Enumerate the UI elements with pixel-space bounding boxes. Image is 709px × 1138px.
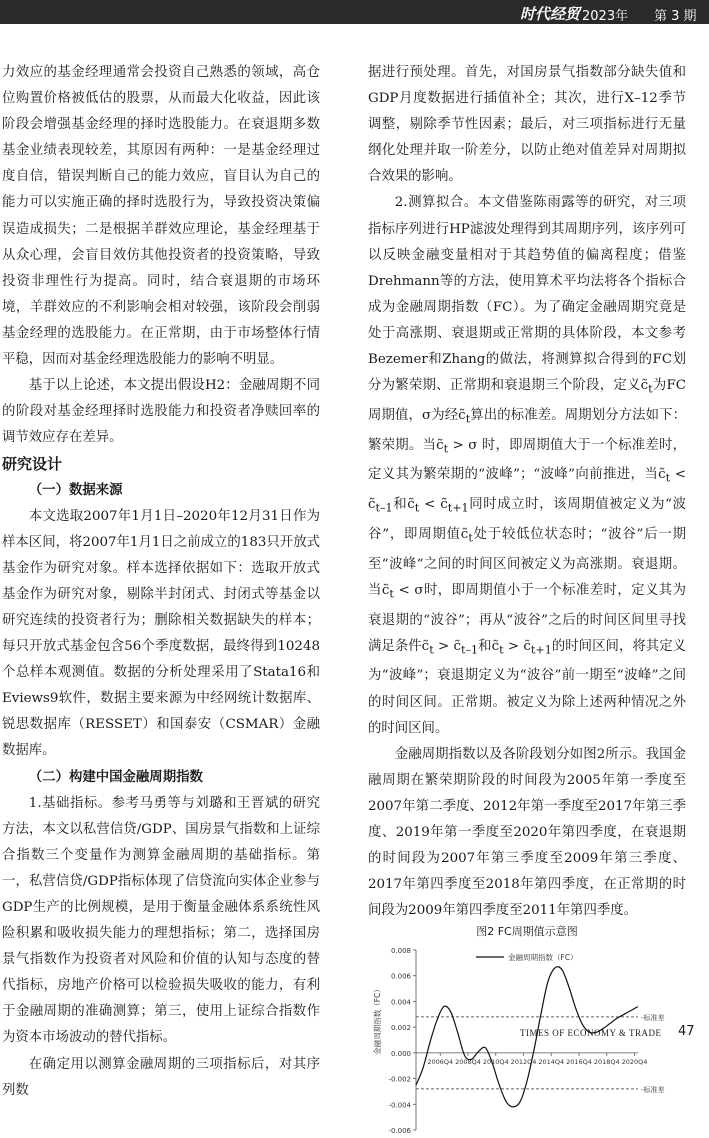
text: > c̃ — [503, 638, 531, 654]
subscript: t — [443, 442, 449, 456]
x-tick-label: 2008Q4 — [455, 1058, 481, 1067]
std-label: -标准差 — [641, 1086, 665, 1095]
paragraph: 在确定用以测算金融周期的三项指标后，对其序列数 — [2, 1056, 320, 1098]
x-tick-label: 2010Q4 — [482, 1058, 509, 1067]
y-tick-label: -0.002 — [388, 1075, 411, 1084]
paragraph: 据进行预处理。首先，对国房景气指数部分缺失值和GDP月度数据进行插值补全；其次，进行X–12季节调整，剔除季节性因素；最后，对三项指标进行无量纲化处理并取一阶差分，以防止绝对值差异对周期拟合效果的影响。 — [368, 65, 686, 185]
section-heading: 研究设计 — [2, 455, 63, 474]
text: 和c̃ — [392, 497, 415, 513]
paragraph-cycle-method — [368, 190, 686, 741]
std-label: -标准差 — [641, 1014, 665, 1023]
x-tick-label: 2016Q4 — [566, 1058, 592, 1067]
subscript: t — [468, 531, 473, 545]
subsection-heading: （一）数据来源 — [28, 482, 123, 498]
text: < c̃ — [368, 467, 686, 513]
figure-title: 图2 FC周期值示意图 — [476, 925, 578, 939]
subscript: t — [389, 587, 394, 601]
fc-cycle-chart — [368, 940, 678, 1138]
subscript: t — [648, 382, 653, 396]
journal-logo: 时代经贸 — [520, 5, 581, 23]
subscript: t — [499, 643, 504, 657]
text: < σ时，即周期值小于一个标准差时，定义其为衰退期的“波谷”；再从“波谷”之后的时间区间里寻找满足条件c̃ — [368, 582, 687, 654]
page-number: 47 — [678, 1024, 695, 1039]
paragraph: 1.基础指标。参考马勇等与刘璐和王晋斌的研究方法，本文以私营信贷/GDP、国房景气指数和上证综合指数三个变量作为测算金融周期的基础指标。第一，私营信贷/GDP指标体现了信贷流向实体企业参与GDP生产的比例规模，是用于衡量金融体系系统性风险积累和吸收损失能力的理想指标；第二，选择国房景气指数作为投资者对风险和价值的认知与态度的替代指标，房地产价格可以检验损失吸收的能力，有利于金融周期的准确测算；第三，使用上证综合指数作为资本市场波动的替代指标。 — [2, 795, 320, 1046]
subscript: t — [465, 412, 471, 426]
text: > c̃ — [433, 638, 461, 654]
text: > σ 时，即周期值大于一个标准差时，定义其为繁荣期的“波峰”；“波峰”向前推进，当c̃ — [368, 437, 686, 483]
y-tick-label: -0.004 — [388, 1101, 411, 1110]
y-tick-label: -0.006 — [388, 1127, 411, 1136]
y-tick-label: 0.008 — [390, 947, 411, 956]
x-tick-label: 2018Q4 — [593, 1058, 620, 1067]
paragraph: 力效应的基金经理通常会投资自己熟悉的领域，高仓位购置价格被低估的股票，从而最大化收益，因此该阶段会增强基金经理的择时选股能力。在衰退期多数基金业绩表现较差，其原因有两种：一是基金经理过度自信，错误判断自己的能力效应，盲目认为自己的能力可以实施正确的择时选股行为，导致投资决策偏误造成损失；二是根据羊群效应理论，基金经理基于从众心理，会盲目效仿其他投资者的投资策略，导致投资非理性行为提高。同时，结合衰退期的市场环境，羊群效应的不利影响会相对较强，该阶段会削弱基金经理的选股能力。在正常期，由于市场整体行情平稳，因而对基金经理选股能力的影响不明显。 — [2, 65, 320, 368]
y-axis-label: 金融周期指数（FC） — [373, 985, 382, 1056]
y-tick-label: 0.006 — [390, 973, 411, 982]
right-column — [368, 60, 686, 1138]
y-tick-label: 0.002 — [390, 1024, 411, 1033]
text: 算出的标准差。周期划分方法如下：繁荣期。当c̃ — [368, 407, 687, 453]
subscript: t — [414, 501, 420, 515]
text: 的时间区间，将其定义为“波峰”；衰退期定义为“波谷”前一期至“波峰”之间的时间区间。正常期。被定义为除上述两种情况之外的时间区间。 — [368, 638, 687, 736]
footer-journal-name: TIMES OF ECONOMY & TRADE — [520, 1028, 662, 1038]
text: 同时成立时，该周期值被定义为“波谷”，即周期值c̃ — [368, 497, 687, 542]
x-tick-label: 2014Q4 — [538, 1058, 565, 1067]
subscript: t — [665, 472, 671, 486]
issue-number: 第 3 期 — [654, 9, 697, 24]
paragraph: 金融周期指数以及各阶段划分如图2所示。我国金融周期在繁荣期阶段的时间段为2005年第一季度至2007年第二季度、2012年第一季度至2017年第三季度、2019年第一季度至2020年第四季度，在衰退期的时间段为2007年第三季度至2009年第三季度、2017年第四季度至2018年第四季度，在正常期的时间段为2009年第四季度至2011年第四季度。 — [368, 746, 686, 919]
left-column — [2, 60, 320, 1104]
issue-year: 2023年 — [582, 9, 629, 24]
subscript: t–1 — [460, 643, 479, 657]
subscript: t — [429, 643, 434, 657]
subscript: t+1 — [447, 501, 469, 515]
x-tick-label: 2006Q4 — [427, 1058, 454, 1067]
subscript: t+1 — [530, 643, 552, 657]
text: 和c̃ — [478, 638, 500, 654]
page-header — [0, 0, 709, 24]
paragraph: 基于以上论述，本文提出假设H2：金融周期不同的阶段对基金经理择时选股能力和投资者净赎回率的调节效应存在差异。 — [2, 378, 320, 446]
x-tick-label: 2012Q4 — [510, 1058, 537, 1067]
subsection-heading: （二）构建中国金融周期指数 — [28, 769, 203, 785]
legend-label: 金融周期指数（FC） — [508, 953, 578, 963]
text: < c̃ — [419, 497, 448, 513]
text: 处于较低位状态时；“波谷”后一期至“波峰”之间的时间区间被定义为高涨期。衰退期。当c̃ — [368, 526, 686, 598]
y-tick-label: 0.000 — [390, 1050, 411, 1059]
x-tick-label: 2020Q4 — [621, 1058, 648, 1067]
y-tick-label: 0.004 — [390, 998, 411, 1007]
paragraph: 本文选取2007年1月1日–2020年12月31日作为样本区间，将2007年1月1日之前成立的183只开放式基金作为研究对象。样本选择依据如下：选取开放式基金作为研究对象，剔除半封闭式、封闭式等基金以研究连续的投资者行为；删除相关数据缺失的样本；每只开放式基金包含56个季度数据，最终得到10248个总样本观测值。数据的分析处理采用了Stata16和Eviews9软件，数据主要来源为中经网统计数据库、锐思数据库（RESSET）和国泰安（CSMAR）金融数据库。 — [2, 508, 320, 759]
text: 为FC周期值，σ为经c̃ — [368, 378, 686, 423]
subscript: t–1 — [375, 501, 393, 515]
text: 2.测算拟合。本文借鉴陈雨露等的研究，对三项指标序列进行HP滤波处理得到其周期序列，该序列可以反映金融变量相对于其趋势值的偏离程度；借鉴Drehmann等的方法，使用算术平均法将各个指标合成为金融周期指数（FC）。为了确定金融周期究竟是处于高涨期、衰退期或正常期的具体阶段，本文参考Bezemer和Zhang的做法，将测算拟合得到的FC划分为繁荣期、正常期和衰退期三个阶段，定义c̃ — [368, 195, 686, 394]
